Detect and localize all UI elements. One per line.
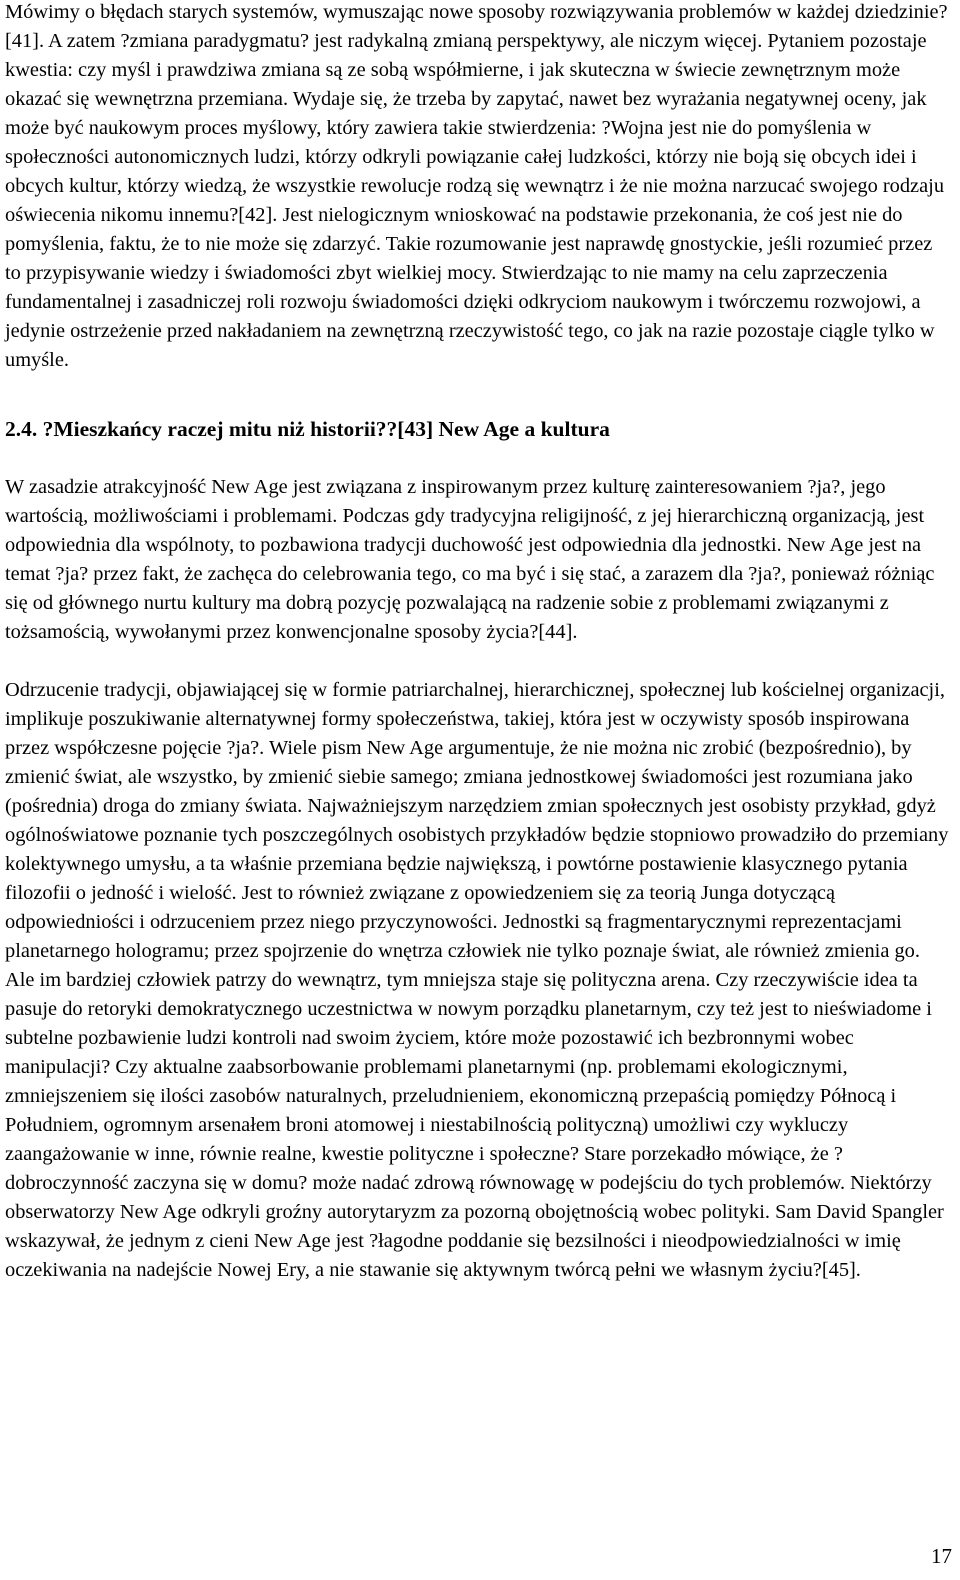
- paragraph-2: W zasadzie atrakcyjność New Age jest związana z inspirowanym przez kulturę zainteresowaniem ?ja?, jego wartością, możliwościami i problemami. Podczas gdy tradycyjna religijność, z jej hierarchiczną organizacją, jest odpowiednia dla wspólnoty, to pozbawiona tradycji duchowość jest odpowiednia dla jednostki. New Age jest na temat ?ja? przez fakt, że zachęca do celebrowania tego, co ma być i się stać, a zarazem dla ?ja?, ponieważ różniąc się od głównego nurtu kultury ma dobrą pozycję pozwalającą na radzenie sobie z problemami związanymi z tożsamością, wywołanymi przez konwencjonalne sposoby życia?[44].: [5, 476, 935, 643]
- section-heading: 2.4. ?Mieszkańcy raczej mitu niż historii??[43] New Age a kultura: [5, 417, 610, 441]
- paragraph-3: Odrzucenie tradycji, objawiającej się w formie patriarchalnej, hierarchicznej, społecznej lub kościelnej organizacji, implikuje poszukiwanie alternatywnej formy społeczeństwa, takiej, która jest w oczywisty sposób inspirowana przez współczesne pojęcie ?ja?. Wiele pism New Age argumentuje, że nie można nic zrobić (bezpośrednio), by zmienić świat, ale wszystko, by zmienić siebie samego; zmiana jednostkowej świadomości jest rozumiana jako (pośrednia) droga do zmiany świata. Najważniejszym narzędziem zmian społecznych jest osobisty przykład, gdyż ogólnoświatowe poznanie tych poszczególnych osobistych przykładów będzie stopniowo prowadziło do przemiany kolektywnego umysłu, a ta właśnie przemiana będzie największą, i powtórne postawienie klasycznego pytania filozofii o jedność i wielość. Jest to również związane z opowiedzeniem się za teorią Junga dotyczącą odpowiedniości i odrzuceniem przez niego przyczynowości. Jednostki są fragmentarycznymi reprezentacjami planetarnego hologramu; przez spojrzenie do wnętrza człowiek nie tylko poznaje świat, ale również zmienia go. Ale im bardziej człowiek patrzy do wewnątrz, tym mniejsza staje się polityczna arena. Czy rzeczywiście idea ta pasuje do retoryki demokratycznego uczestnictwa w nowym porządku planetarnym, czy też jest to nieświadome i subtelne pozbawienie ludzi kontroli nad swoim życiem, które może pozostawić ich bezbronnymi wobec manipulacji? Czy aktualne zaabsorbowanie problemami planetarnymi (np. problemami ekologicznymi, zmniejszeniem się ilości zasobów naturalnych, przeludnieniem, ekonomiczną przepaścią pomiędzy Północą i Południem, ogromnym arsenałem broni atomowej i niestabilnością polityczną) umożliwi czy wykluczy zaangażowanie w inne, równie realne, kwestie polityczne i społeczne? Stare porzekadło mówiące, że ?dobroczynność zaczyna się w domu? może nadać zdrową równowagę w podejściu do tych problemów. Niektórzy obserwatorzy New Age odkryli groźny autorytaryzm za pozorną obojętnością wobec polityki. Sam David Spangler wskazywał, że jednym z cieni New Age jest ?łagodne poddanie się bezsilności i nieodpowiedzialności w imię oczekiwania na nadejście Nowej Ery, a nie stawanie się aktywnym twórcą pełni we własnym życiu?[45].: [5, 679, 949, 1281]
- page-number: 17: [931, 1544, 952, 1568]
- paragraph-1: Mówimy o błędach starych systemów, wymuszając nowe sposoby rozwiązywania problemów w każdej dziedzinie?[41]. A zatem ?zmiana paradygmatu? jest radykalną zmianą perspektywy, ale niczym więcej. Pytaniem pozostaje kwestia: czy myśl i prawdziwa zmiana są ze sobą współmierne, i jak skuteczna w świecie zewnętrznym może okazać się wewnętrzna przemiana. Wydaje się, że trzeba by zapytać, nawet bez wyrażania negatywnej oceny, jak może być naukowym proces myślowy, który zawiera takie stwierdzenia: ?Wojna jest nie do pomyślenia w społeczności autonomicznych ludzi, którzy odkryli powiązanie całej ludzkości, którzy nie boją się obcych idei i obcych kultur, którzy wiedzą, że wszystkie rewolucje rodzą się wewnątrz i że nie można narzucać swojego rodzaju oświecenia nikomu innemu?[42]. Jest nielogicznym wnioskować na podstawie przekonania, że coś jest nie do pomyślenia, faktu, że to nie może się zdarzyć. Takie rozumowanie jest naprawdę gnostyckie, jeśli rozumieć przez to przypisywanie wiedzy i świadomości zbyt wielkiej mocy. Stwierdzając to nie mamy na celu zaprzeczenia fundamentalnej i zasadniczej roli rozwoju świadomości dzięki odkryciom naukowym i twórczemu rozwojowi, a jedynie ostrzeżenie przed nakładaniem na zewnętrzną rzeczywistość tego, co jak na razie pozostaje ciągle tylko w umyśle.: [5, 1, 948, 371]
